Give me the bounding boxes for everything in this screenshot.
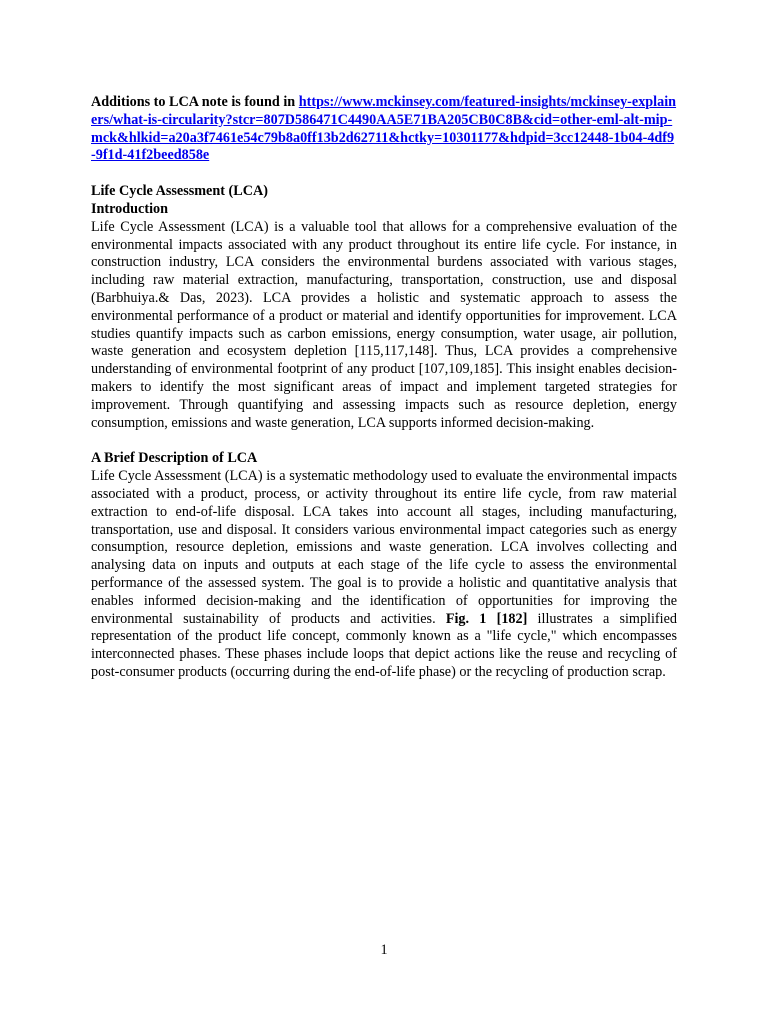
document-page: [91, 94, 677, 682]
intro-note-prefix: Additions to LCA note is found in: [91, 94, 299, 110]
section-title-brief-description: A Brief Description of LCA: [91, 450, 258, 467]
section-subtitle-introduction: Introduction: [91, 200, 168, 217]
section-title-lca: Life Cycle Assessment (LCA): [91, 183, 268, 200]
spacer: [91, 432, 677, 450]
brief-description-part2: illustrates a simplified representation of the product life concept, commonly known as a "life cycle," which encompasses interconnected phases. These phases include loops that depict actions like the reuse and recycling of post-consumer products (occurring during the end-of-life phase) or the recycling of production scrap.: [91, 610, 677, 680]
spacer: [91, 165, 677, 183]
intro-note: [91, 94, 677, 165]
brief-description-part1: Life Cycle Assessment (LCA) is a systematic methodology used to evaluate the environmental impacts associated with a product, process, or activity throughout its entire life cycle, from raw material extraction to end-of-life disposal. LCA takes into account all stages, including manufacturing, transportation, use and disposal. It considers various environmental impact categories such as energy consumption, resource depletion, emissions and waste generation. LCA involves collecting and analysing data on inputs and outputs at each stage of the life cycle to assess the environmental performance of the assessed system. The goal is to provide a holistic and quantitative analysis that enables informed decision-making and the identification of opportunities for improving the environmental sustainability of products and activities.: [91, 468, 677, 627]
page-number: 1: [380, 942, 388, 958]
mckinsey-link[interactable]: https://www.mckinsey.com/featured-insights/mckinsey-explainers/what-is-circularity?stcr=807D586471C4490AA5E71BA205CB0C8B&cid=other-eml-alt-mip-mck&hlkid=a20a3f7461e54c79b8a0ff13b2d62711&hctky=10301177&hdpid=3cc12448-1b04-4df9-9f1d-41f2beed858e: [91, 94, 677, 164]
brief-description-paragraph: [91, 468, 677, 682]
figure-reference: Fig. 1 [182]: [445, 610, 528, 627]
introduction-paragraph: Life Cycle Assessment (LCA) is a valuable tool that allows for a comprehensive evaluation of the environmental impacts associated with any product throughout its entire life cycle. For instance, in construction industry, LCA considers the environmental burdens associated with various stages, including raw material extraction, manufacturing, transportation, construction, use and disposal (Barbhuiya.& Das, 2023). LCA provides a holistic and systematic approach to assess the environmental performance of a product or material and identify opportunities for improvement. LCA studies quantify impacts such as carbon emissions, energy consumption, water usage, air pollution, waste generation and ecosystem depletion [115,117,148]. Thus, LCA provides a comprehensive understanding of environmental footprint of any product [107,109,185]. This insight enables decision-makers to identify the most significant areas of impact and implement targeted strategies for improvement. Through quantifying and assessing impacts such as resource depletion, energy consumption, emissions and waste generation, LCA supports informed decision-making.: [91, 218, 677, 431]
